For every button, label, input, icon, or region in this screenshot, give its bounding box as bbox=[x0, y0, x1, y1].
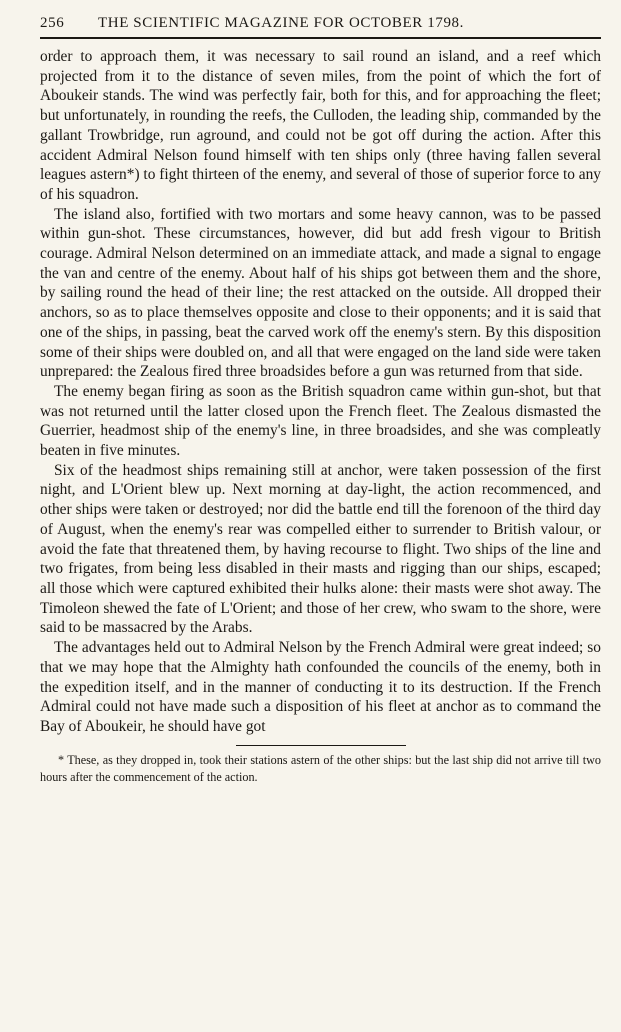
paragraph: order to approach them, it was necessary to sail round an island, and a reef which projected from it to the distance of seven miles, from the point of which the fort of Aboukeir stands. The wind was perfectly fair, both for this, and for approaching the fleet; but unfortunately, in rounding the reefs, the Culloden, the leading ship, commanded by the gallant Trowbridge, run aground, and could not be got off during the action. After this accident Admiral Nelson found himself with ten ships only (three having fallen several leagues astern*) to fight thirteen of the enemy, and several of those of superior force to any of his squadron. bbox=[40, 48, 601, 203]
page-number: 256 bbox=[40, 15, 65, 31]
header-rule bbox=[40, 37, 601, 39]
paragraph: The island also, fortified with two mortars and some heavy cannon, was to be passed within gun-shot. These circumstances, however, did but add fresh vigour to British courage. Admiral Nelson determined on an immediate attack, and made a signal to engage the van and centre of the enemy. About half of his ships got between them and the shore, by sailing round the head of their line; the rest attacked on the outside. All dropped their anchors, so as to place themselves opposite and close to their opponents; and it is said that one of the ships, in passing, beat the carved work off the enemy's stern. By this disposition some of their ships were doubled on, and all that were engaged on the land side were taken unprepared: the Zealous fired three broadsides before a gun was returned from that side. bbox=[40, 205, 601, 381]
footnote-rule bbox=[236, 745, 406, 746]
running-head bbox=[40, 14, 601, 34]
paragraph: Six of the headmost ships remaining still at anchor, were taken possession of the first night, and L'Orient blew up. Next morning at day-light, the action recommenced, and other ships were taken or destroyed; nor did the battle end till the forenoon of the third day of August, when the enemy's rear was compelled either to surrender to British valour, or avoid the fate that threatened them, by having recourse to flight. Two ships of the line and two frigates, from being less disabled in their masts and rigging than our ships, escaped; all those which were captured exhibited their hulks alone: their masts were shot away. The Timoleon shewed the fate of L'Orient; and those of her crew, who swam to the shore, were said to be massacred by the Arabs. bbox=[40, 461, 601, 637]
footnote bbox=[40, 752, 601, 786]
running-title: THE SCIENTIFIC MAGAZINE FOR OCTOBER 1798. bbox=[98, 15, 464, 31]
page bbox=[40, 14, 601, 786]
paragraph: The enemy began firing as soon as the British squadron came within gun-shot, but that was not returned until the latter closed upon the French fleet. The Zealous dismasted the Guerrier, headmost ship of the enemy's line, in three broadsides, and she was compleatly beaten in five minutes. bbox=[40, 382, 601, 460]
paragraph: The advantages held out to Admiral Nelson by the French Admiral were great indeed; so that we may hope that the Almighty hath confounded the councils of the enemy, both in the expedition itself, and in the manner of conducting it to its destruction. If the French Admiral could not have made such a disposition of his fleet at anchor as to command the Bay of Aboukeir, he should have got bbox=[40, 639, 601, 735]
footnote-text: * These, as they dropped in, took their stations astern of the other ships: but the last ship did not arrive till two hours after the commencement of the action. bbox=[40, 752, 601, 784]
article-body bbox=[40, 47, 601, 737]
